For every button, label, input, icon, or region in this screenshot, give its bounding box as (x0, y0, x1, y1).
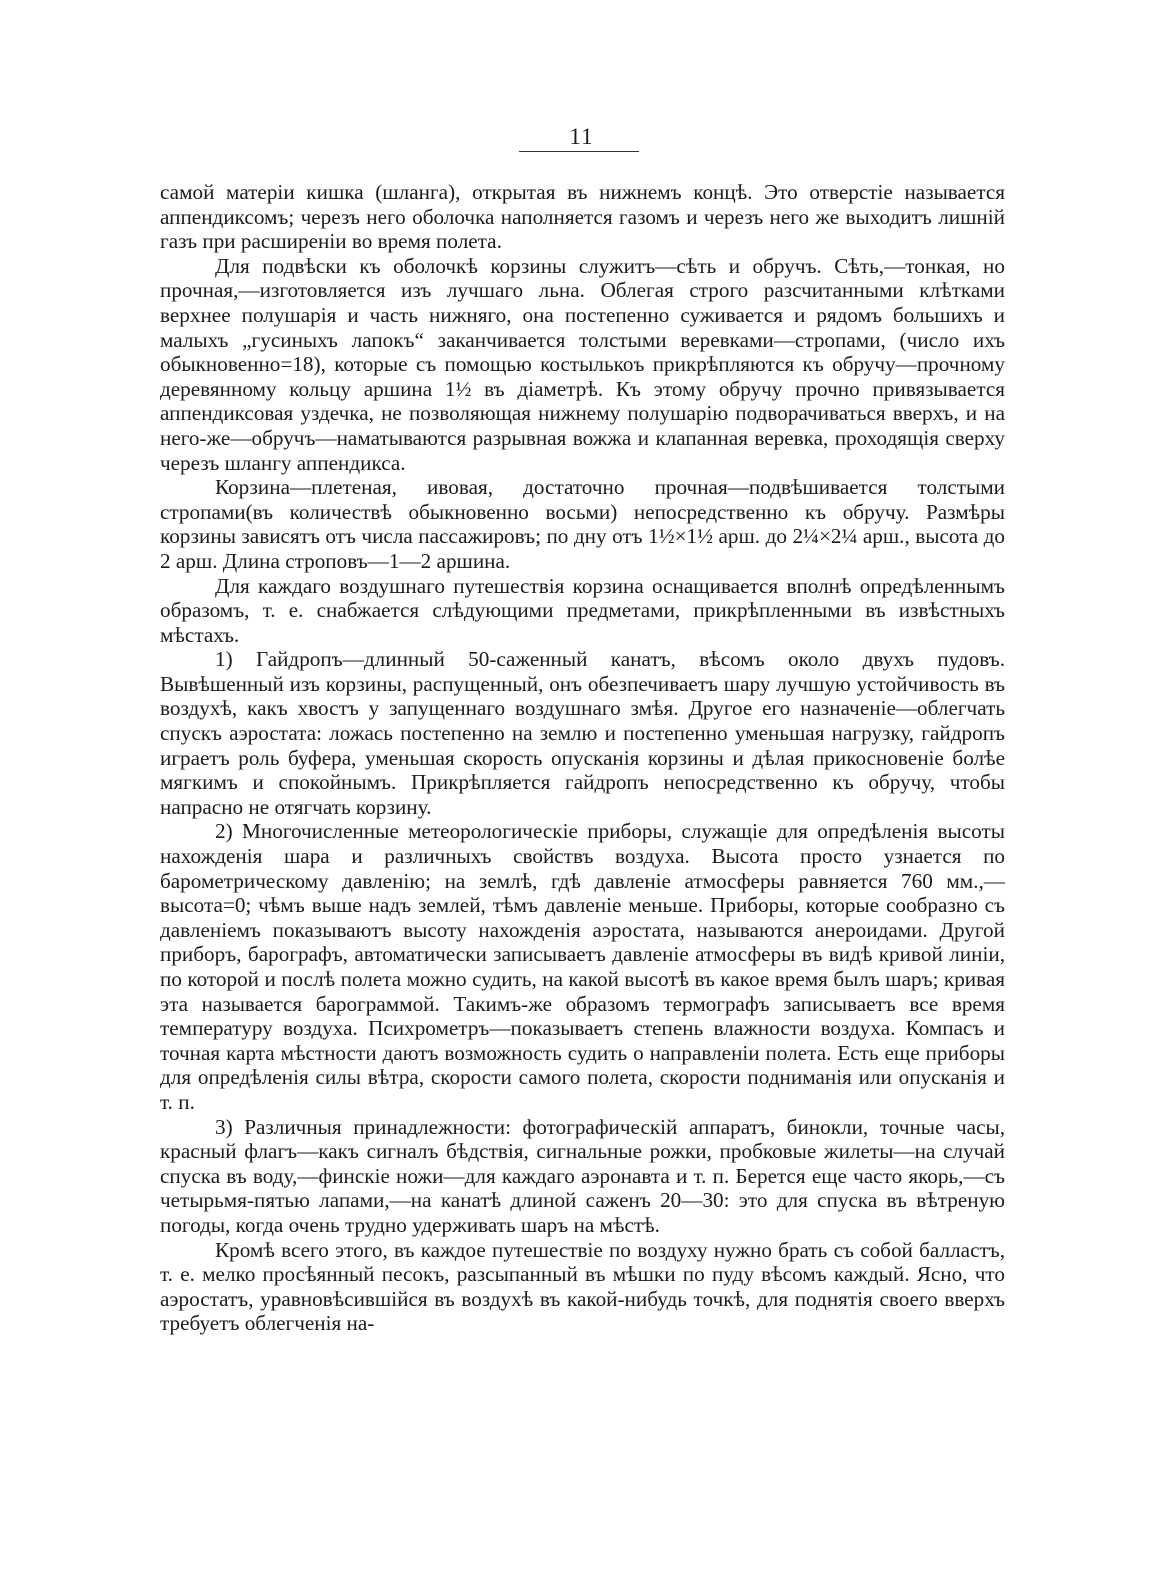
paragraph-basket: Корзина—плетеная, ивовая, достаточно прочная—подвѣшивается толстыми стропами(въ количествѣ обыкновенно восьми) непосредственно къ обручу. Размѣры корзины зависятъ отъ числа пассажировъ; по дну отъ 1½×1½ арш. до 2¼×2¼ арш., высота до 2 арш. Длина строповъ—1—2 аршина. (160, 475, 1005, 573)
paragraph-equipment-intro: Для каждаго воздушнаго путешествія корзина оснащивается вполнѣ опредѣленнымъ образомъ, т. е. снабжается слѣдующими предметами, прикрѣпленными въ извѣстныхъ мѣстахъ. (160, 573, 1005, 647)
paragraph-item-guide-rope: 1) Гайдропъ—длинный 50-саженный канатъ, вѣсомъ около двухъ пудовъ. Вывѣшенный изъ корзины, распущенный, онъ обезпечиваетъ шару лучшую устойчивость въ воздухѣ, какъ хвостъ у запущеннаго воздушнаго змѣя. Другое его назначеніе—облегчать спускъ аэростата: ложась постепенно на землю и постепенно уменьшая нагрузку, гайдропъ играетъ роль буфера, уменьшая скорость опусканія корзины и дѣлая прикосновеніе болѣе мягкимъ и спокойнымъ. Прикрѣпляется гайдропъ непосредственно къ обручу, чтобы напрасно не отягчать корзину. (160, 647, 1005, 819)
page-number-rule (519, 151, 639, 152)
paragraph-item-instruments: 2) Многочисленные метеорологическіе приборы, служащіе для опредѣленія высоты нахожденія шара и различныхъ свойствъ воздуха. Высота просто узнается по барометрическому давленію; на землѣ, гдѣ давленіе атмосферы равняется 760 мм.,—высота=0; чѣмъ выше надъ землей, тѣмъ давленіе меньше. Приборы, которые сообразно съ давленіемъ показываютъ высоту нахожденія аэростата, называются анероидами. Другой приборъ, барографъ, автоматически записываетъ давленіе атмосферы въ видѣ кривой линіи, по которой и послѣ полета можно судить, на какой высотѣ въ какое время былъ шаръ; кривая эта называется барограммой. Такимъ-же образомъ термографъ записываетъ все время температуру воздуха. Психрометръ—показываетъ степень влажности воздуха. Компасъ и точная карта мѣстности даютъ возможность судить о направленіи полета. Есть еще приборы для опредѣленія силы вѣтра, скорости самого полета, скорости подниманія или опусканія и т. п. (160, 819, 1005, 1114)
page-number: 11 (569, 124, 594, 149)
body-text (160, 180, 1005, 1336)
paragraph-item-accessories: 3) Различныя принадлежности: фотографическій аппаратъ, бинокли, точные часы, красный флагъ—какъ сигналъ бѣдствія, сигнальные рожки, пробковые жилеты—на случай спуска въ воду,—финскіе ножи—для каждаго аэронавта и т. п. Берется еще часто якорь,—съ четырьмя-пятью лапами,—на канатѣ длиной саженъ 20—30: это для спуска въ вѣтреную погоды, когда очень трудно удерживать шаръ на мѣстѣ. (160, 1114, 1005, 1237)
paragraph-ballast: Кромѣ всего этого, въ каждое путешествіе по воздуху нужно брать съ собой балластъ, т. е. мелко просѣянный песокъ, разсыпанный въ мѣшки по пуду вѣсомъ каждый. Ясно, что аэростатъ, уравновѣсившійся въ воздухѣ въ какой-нибудь точкѣ, для поднятія своего вверхъ требуетъ облегченія на- (160, 1237, 1005, 1336)
paragraph-appendix: самой матеріи кишка (шланга), открытая въ нижнемъ концѣ. Это отверстіе называется аппендиксомъ; черезъ него оболочка наполняется газомъ и черезъ него же выходитъ лишній газъ при расширеніи во время полета. (160, 180, 1005, 254)
paragraph-net-and-hoop: Для подвѣски къ оболочкѣ корзины служитъ—сѣть и обручъ. Сѣть,—тонкая, но прочная,—изготовляется изъ лучшаго льна. Облегая строго разсчитанными клѣтками верхнее полушарія и часть нижняго, она постепенно суживается и рядомъ большихъ и малыхъ „гусиныхъ лапокъ“ заканчивается толстыми веревками—стропами, (число ихъ обыкновенно=18), которые съ помощью костылькоъ прикрѣпляются къ обручу—прочному деревянному кольцу аршина 1½ въ діаметрѣ. Къ этому обручу прочно привязывается аппендиксовая уздечка, не позволяющая нижнему полушарію подворачиваться вверхъ, и на него-же—обручъ—наматываются разрывная вожжа и клапанная веревка, проходящія сверху черезъ шлангу аппендикса. (160, 253, 1005, 475)
